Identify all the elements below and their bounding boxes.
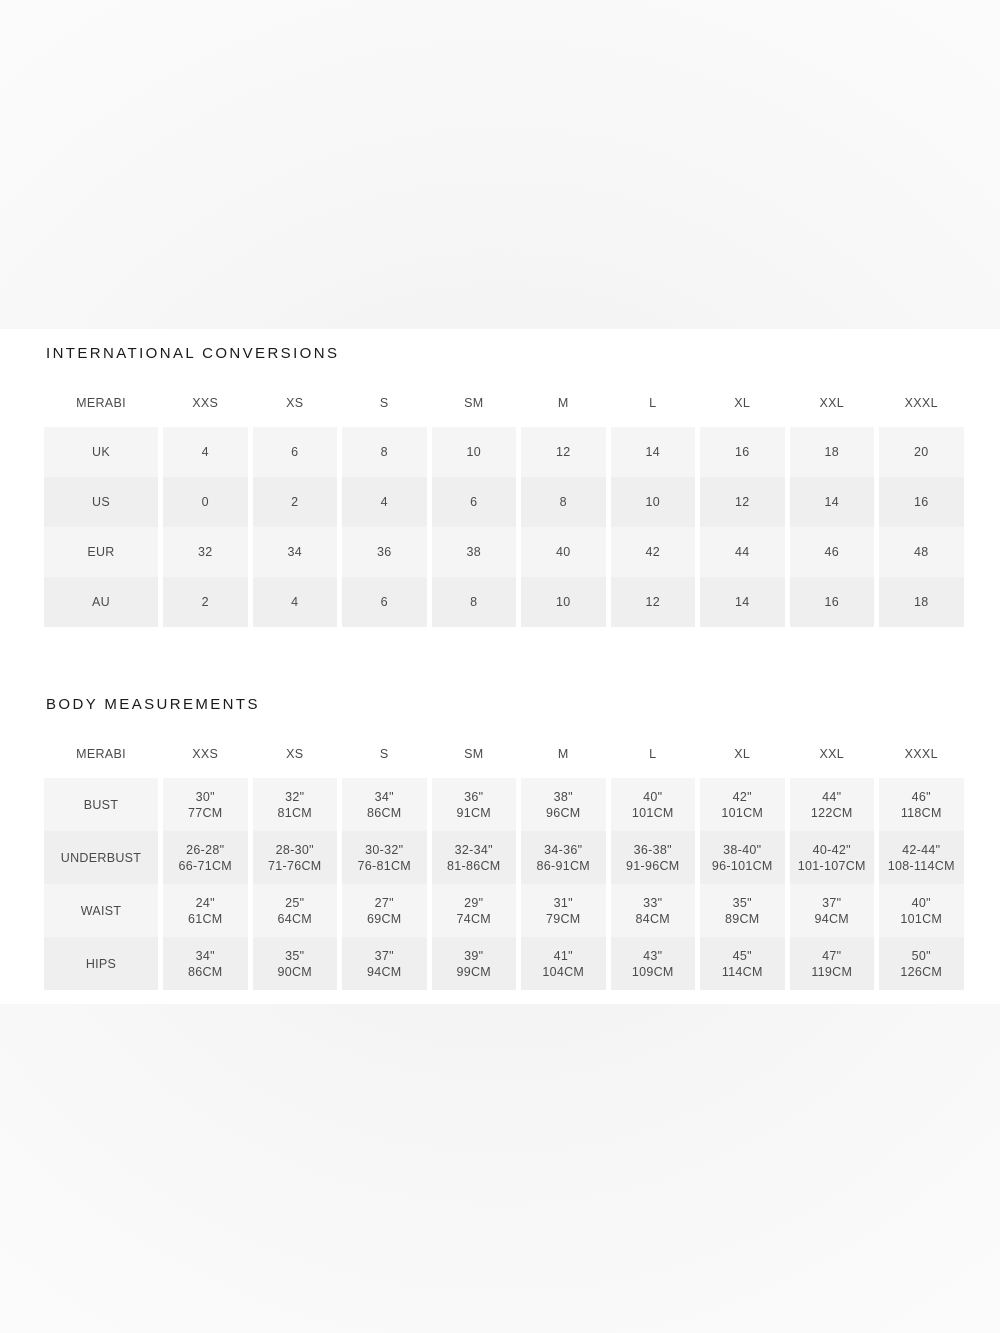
- inches-value: 27": [374, 895, 394, 910]
- table-cell: [427, 884, 517, 937]
- table-cell: [427, 778, 517, 831]
- table-cell: 2: [158, 577, 248, 627]
- table-cell: 10: [427, 427, 517, 477]
- inches-value: 31": [553, 895, 573, 910]
- table-cell: 38: [427, 527, 517, 577]
- table-cell: [337, 884, 427, 937]
- column-header: S: [337, 729, 427, 778]
- cm-value: 91-96CM: [625, 858, 680, 873]
- row-label: UK: [44, 427, 158, 477]
- table-header-row: [44, 379, 964, 427]
- cm-value: 66-71CM: [178, 858, 232, 873]
- table-cell: [427, 831, 517, 884]
- inches-value: 46": [911, 789, 931, 804]
- cm-value: 94CM: [814, 911, 850, 926]
- table-cell: 46: [785, 527, 875, 577]
- cm-value: 77CM: [187, 805, 223, 820]
- row-label: UNDERBUST: [44, 831, 158, 884]
- table-cell: 32: [158, 527, 248, 577]
- table-row: [44, 884, 964, 937]
- table-cell: [606, 937, 696, 990]
- inches-value: 26-28": [186, 842, 225, 857]
- table-cell: 12: [516, 427, 606, 477]
- inches-value: 36-38": [633, 842, 672, 857]
- inches-value: 32": [285, 789, 305, 804]
- cm-value: 84CM: [635, 911, 671, 926]
- table-cell: [874, 778, 964, 831]
- cm-value: 101-107CM: [797, 858, 866, 873]
- column-header: XL: [695, 729, 785, 778]
- cm-value: 76-81CM: [357, 858, 411, 873]
- table-cell: [606, 778, 696, 831]
- table-cell: [874, 937, 964, 990]
- cm-value: 101CM: [721, 805, 764, 820]
- inches-value: 37": [822, 895, 842, 910]
- inches-value: 30": [195, 789, 215, 804]
- cm-value: 89CM: [724, 911, 760, 926]
- column-header: XXXL: [874, 379, 964, 427]
- inches-value: 30-32": [365, 842, 404, 857]
- table-cell: [695, 937, 785, 990]
- table-cell: 4: [248, 577, 338, 627]
- table-row: [44, 527, 964, 577]
- cm-value: 96CM: [545, 805, 581, 820]
- table-cell: 34: [248, 527, 338, 577]
- inches-value: 35": [732, 895, 752, 910]
- column-header: XS: [248, 729, 338, 778]
- column-header: XXS: [158, 379, 248, 427]
- cm-value: 101CM: [900, 911, 943, 926]
- table-cell: [695, 884, 785, 937]
- table-cell: 12: [695, 477, 785, 527]
- column-header: SM: [427, 729, 517, 778]
- table-cell: 8: [427, 577, 517, 627]
- table-cell: 10: [606, 477, 696, 527]
- column-header: M: [516, 379, 606, 427]
- international-conversions-table: [44, 379, 964, 627]
- cm-value: 90CM: [277, 964, 313, 979]
- inches-value: 34-36": [544, 842, 583, 857]
- cm-value: 119CM: [811, 964, 853, 979]
- cm-value: 99CM: [456, 964, 492, 979]
- inches-value: 40-42": [812, 842, 851, 857]
- cm-value: 74CM: [456, 911, 492, 926]
- cm-value: 104CM: [542, 964, 585, 979]
- column-header: SM: [427, 379, 517, 427]
- table-cell: [158, 884, 248, 937]
- table-cell: [337, 937, 427, 990]
- table-cell: 16: [785, 577, 875, 627]
- inches-value: 44": [822, 789, 842, 804]
- table-cell: [337, 831, 427, 884]
- cm-value: 81CM: [277, 805, 313, 820]
- cm-value: 86-91CM: [536, 858, 590, 873]
- body-measurements-title: BODY MEASUREMENTS: [46, 696, 260, 713]
- table-cell: 40: [516, 527, 606, 577]
- table-cell: [158, 831, 248, 884]
- inches-value: 25": [285, 895, 305, 910]
- row-label: BUST: [44, 778, 158, 831]
- cm-value: 86CM: [366, 805, 402, 820]
- table-cell: 48: [874, 527, 964, 577]
- column-header: M: [516, 729, 606, 778]
- table-cell: 42: [606, 527, 696, 577]
- table-cell: [337, 778, 427, 831]
- cm-value: 64CM: [277, 911, 313, 926]
- inches-value: 36": [464, 789, 484, 804]
- table-cell: 6: [427, 477, 517, 527]
- column-header: L: [606, 729, 696, 778]
- table-cell: [695, 778, 785, 831]
- table-cell: 2: [248, 477, 338, 527]
- inches-value: 38": [553, 789, 573, 804]
- table-row: [44, 477, 964, 527]
- table-cell: 16: [874, 477, 964, 527]
- row-label: HIPS: [44, 937, 158, 990]
- table-row: [44, 778, 964, 831]
- table-header-row: [44, 729, 964, 778]
- cm-value: 94CM: [366, 964, 402, 979]
- table-cell: 6: [337, 577, 427, 627]
- table-cell: [785, 937, 875, 990]
- body-measurements-table: [44, 729, 964, 990]
- table-cell: 16: [695, 427, 785, 477]
- table-cell: 0: [158, 477, 248, 527]
- inches-value: 43": [643, 948, 663, 963]
- table-cell: 14: [695, 577, 785, 627]
- column-header: XXXL: [874, 729, 964, 778]
- column-header: XXL: [785, 379, 875, 427]
- inches-value: 41": [553, 948, 573, 963]
- column-header: L: [606, 379, 696, 427]
- row-label: US: [44, 477, 158, 527]
- table-cell: [248, 937, 338, 990]
- table-cell: [158, 937, 248, 990]
- inches-value: 42": [732, 789, 752, 804]
- inches-value: 50": [911, 948, 931, 963]
- column-header: XXS: [158, 729, 248, 778]
- table-cell: [158, 778, 248, 831]
- table-cell: 14: [785, 477, 875, 527]
- inches-value: 34": [195, 948, 215, 963]
- row-label: AU: [44, 577, 158, 627]
- table-cell: [785, 884, 875, 937]
- cm-value: 86CM: [187, 964, 223, 979]
- table-cell: 10: [516, 577, 606, 627]
- table-cell: [248, 884, 338, 937]
- table-cell: 8: [337, 427, 427, 477]
- table-cell: [785, 778, 875, 831]
- table-cell: [516, 831, 606, 884]
- inches-value: 42-44": [902, 842, 941, 857]
- table-cell: 12: [606, 577, 696, 627]
- cm-value: 108-114CM: [887, 858, 955, 873]
- table-cell: 8: [516, 477, 606, 527]
- table-cell: 4: [337, 477, 427, 527]
- cm-value: 81-86CM: [446, 858, 501, 873]
- inches-value: 47": [822, 948, 842, 963]
- table-row: [44, 831, 964, 884]
- cm-value: 126CM: [900, 964, 943, 979]
- row-label: WAIST: [44, 884, 158, 937]
- cm-value: 61CM: [187, 911, 223, 926]
- cm-value: 101CM: [631, 805, 674, 820]
- column-header: MERABI: [76, 746, 126, 761]
- international-conversions-title: INTERNATIONAL CONVERSIONS: [46, 345, 340, 362]
- cm-value: 122CM: [810, 805, 853, 820]
- inches-value: 34": [374, 789, 394, 804]
- inches-value: 37": [374, 948, 394, 963]
- table-cell: 18: [874, 577, 964, 627]
- cm-value: 79CM: [545, 911, 581, 926]
- cm-value: 118CM: [900, 805, 942, 820]
- table-cell: [785, 831, 875, 884]
- inches-value: 38-40": [723, 842, 762, 857]
- table-cell: 6: [248, 427, 338, 477]
- column-header: S: [337, 379, 427, 427]
- inches-value: 39": [464, 948, 484, 963]
- table-cell: [516, 937, 606, 990]
- inches-value: 33": [643, 895, 663, 910]
- inches-value: 45": [732, 948, 752, 963]
- inches-value: 28-30": [275, 842, 314, 857]
- inches-value: 35": [285, 948, 305, 963]
- column-header: MERABI: [76, 396, 126, 410]
- table-cell: 36: [337, 527, 427, 577]
- column-header: XL: [695, 379, 785, 427]
- cm-value: 71-76CM: [267, 858, 322, 873]
- table-cell: [606, 831, 696, 884]
- table-cell: [606, 884, 696, 937]
- table-row: [44, 577, 964, 627]
- inches-value: 40": [643, 789, 663, 804]
- table-cell: [874, 831, 964, 884]
- inches-value: 29": [464, 895, 484, 910]
- table-cell: [874, 884, 964, 937]
- table-cell: [695, 831, 785, 884]
- table-cell: 4: [158, 427, 248, 477]
- table-cell: 18: [785, 427, 875, 477]
- table-cell: [427, 937, 517, 990]
- column-header: XS: [248, 379, 338, 427]
- cm-value: 69CM: [366, 911, 402, 926]
- cm-value: 114CM: [721, 964, 763, 979]
- table-cell: [248, 778, 338, 831]
- table-cell: 44: [695, 527, 785, 577]
- size-chart-sheet: [0, 329, 1000, 1004]
- cm-value: 109CM: [631, 964, 674, 979]
- table-row: [44, 427, 964, 477]
- table-cell: [248, 831, 338, 884]
- row-label: EUR: [44, 527, 158, 577]
- cm-value: 96-101CM: [711, 858, 773, 873]
- inches-value: 24": [195, 895, 215, 910]
- column-header: XXL: [785, 729, 875, 778]
- table-cell: 20: [874, 427, 964, 477]
- inches-value: 40": [911, 895, 931, 910]
- inches-value: 32-34": [454, 842, 493, 857]
- table-cell: [516, 884, 606, 937]
- cm-value: 91CM: [456, 805, 492, 820]
- table-cell: 14: [606, 427, 696, 477]
- table-row: [44, 937, 964, 990]
- table-cell: [516, 778, 606, 831]
